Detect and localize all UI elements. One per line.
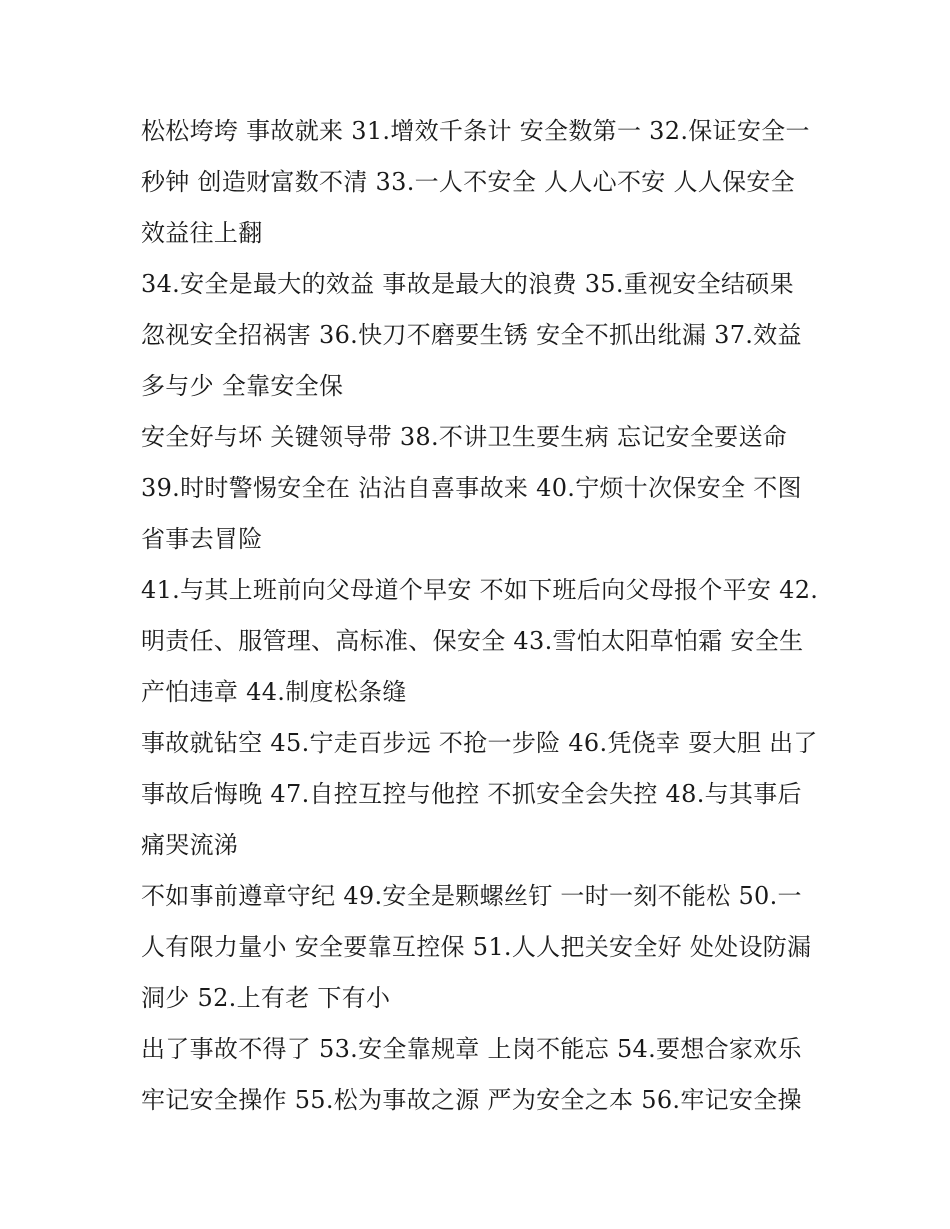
text-line: 出了事故不得了 53.安全靠规章 上岗不能忘 54.要想合家欢乐: [141, 1035, 802, 1063]
paragraph-4: [141, 565, 821, 718]
text-line: 人有限力量小 安全要靠互控保 51.人人把关安全好 处处设防漏: [141, 933, 812, 961]
paragraph-5: [141, 718, 821, 871]
text-line: 忽视安全招祸害 36.快刀不磨要生锈 安全不抓出纰漏 37.效益: [141, 321, 802, 349]
text-line: 安全好与坏 关键领导带 38.不讲卫生要生病 忘记安全要送命: [141, 423, 788, 451]
text-line: 效益往上翻: [141, 219, 263, 247]
paragraph-3: [141, 412, 821, 565]
text-line: 不如事前遵章守纪 49.安全是颗螺丝钉 一时一刻不能松 50.一: [141, 882, 802, 910]
paragraph-1: [141, 106, 821, 259]
text-line: 多与少 全靠安全保: [141, 372, 344, 400]
text-line: 41.与其上班前向父母道个早安 不如下班后向父母报个平安 42.: [141, 576, 819, 604]
text-line: 秒钟 创造财富数不清 33.一人不安全 人人心不安 人人保安全: [141, 168, 795, 196]
text-line: 洞少 52.上有老 下有小: [141, 984, 391, 1012]
text-line: 明责任、服管理、高标准、保安全 43.雪怕太阳草怕霜 安全生: [141, 627, 804, 655]
text-line: 事故就钻空 45.宁走百步远 不抢一步险 46.凭侥幸 耍大胆 出了: [141, 729, 818, 757]
text-line: 产怕违章 44.制度松条缝: [141, 678, 407, 706]
text-line: 省事去冒险: [141, 525, 263, 553]
text-line: 事故后悔晚 47.自控互控与他控 不抓安全会失控 48.与其事后: [141, 780, 802, 808]
text-line: 39.时时警惕安全在 沾沾自喜事故来 40.宁烦十次保安全 不图: [141, 474, 802, 502]
text-line: 34.安全是最大的效益 事故是最大的浪费 35.重视安全结硕果: [141, 270, 794, 298]
paragraph-7: [141, 1024, 821, 1126]
paragraph-2: [141, 259, 821, 412]
text-line: 松松垮垮 事故就来 31.增效千条计 安全数第一 32.保证安全一: [141, 117, 810, 145]
text-line: 牢记安全操作 55.松为事故之源 严为安全之本 56.牢记安全操: [141, 1086, 802, 1114]
document-body: [141, 106, 821, 1126]
text-line: 痛哭流涕: [141, 831, 239, 859]
paragraph-6: [141, 871, 821, 1024]
